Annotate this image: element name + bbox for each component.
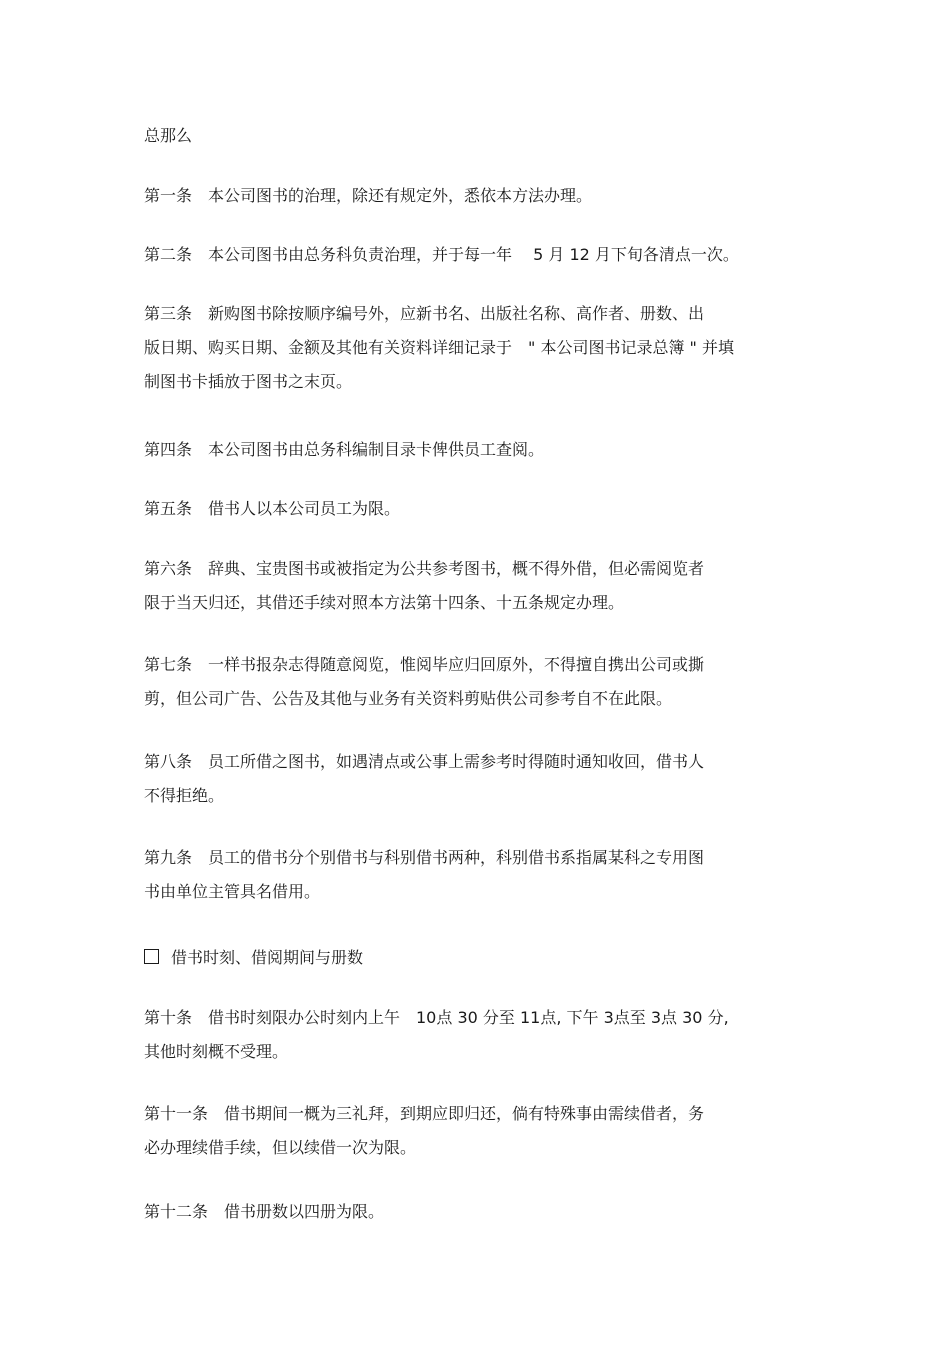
article-10	[144, 1001, 824, 1069]
article-5	[144, 492, 824, 526]
section-heading	[144, 941, 824, 975]
article-line: 第三条 新购图书除按顺序编号外，应新书名、出版社名称、高作者、册数、出	[144, 304, 705, 323]
article-11	[144, 1097, 824, 1165]
article-line: 限于当天归还，其借还手续对照本方法第十四条、十五条规定办理。	[144, 593, 625, 612]
article-7	[144, 648, 824, 716]
article-line: 不得拒绝。	[144, 786, 225, 805]
article-6	[144, 552, 824, 620]
article-line: 第五条 借书人以本公司员工为限。	[144, 499, 401, 518]
article-line: 剪，但公司广告、公告及其他与业务有关资料剪贴供公司参考自不在此限。	[144, 689, 673, 708]
article-line: 第八条 员工所借之图书，如遇清点或公事上需参考时得随时通知收回，借书人	[144, 752, 705, 771]
article-1	[144, 179, 824, 213]
article-line: 第七条 一样书报杂志得随意阅览，惟阅毕应归回原外，不得擅自携出公司或撕	[144, 655, 705, 674]
document-heading	[144, 119, 824, 153]
section-heading-text: 借书时刻、借阅期间与册数	[171, 948, 364, 967]
article-line: 书由单位主管具名借用。	[144, 882, 321, 901]
article-8	[144, 745, 824, 813]
article-line: 制图书卡插放于图书之末页。	[144, 372, 353, 391]
article-line: 版日期、购买日期、金额及其他有关资料详细记录于 " 本公司图书记录总簿 " 并填	[144, 338, 734, 357]
article-4	[144, 433, 824, 467]
article-line: 第十条 借书时刻限办公时刻内上午 10点 30 分至 11点, 下午 3点至 3点 30 分,	[144, 1008, 729, 1027]
article-line: 必办理续借手续，但以续借一次为限。	[144, 1138, 417, 1157]
article-line: 第九条 员工的借书分个别借书与科别借书两种，科别借书系指属某科之专用图	[144, 848, 705, 867]
checkbox-square-icon	[144, 949, 159, 964]
article-line: 第六条 辞典、宝贵图书或被指定为公共参考图书，概不得外借，但必需阅览者	[144, 559, 705, 578]
article-line: 第一条 本公司图书的治理，除还有规定外，悉依本方法办理。	[144, 186, 593, 205]
article-line: 其他时刻概不受理。	[144, 1042, 289, 1061]
article-9	[144, 841, 824, 909]
article-line: 第十二条 借书册数以四册为限。	[144, 1202, 385, 1221]
article-12	[144, 1195, 824, 1229]
article-2	[144, 238, 824, 272]
heading-text: 总那么	[144, 126, 193, 145]
article-line: 第十一条 借书期间一概为三礼拜，到期应即归还，倘有特殊事由需续借者，务	[144, 1104, 705, 1123]
article-3	[144, 297, 824, 399]
article-line: 第四条 本公司图书由总务科编制目录卡俾供员工查阅。	[144, 440, 545, 459]
article-line: 第二条 本公司图书由总务科负责治理，并于每一年 5 月 12 月下旬各清点一次。	[144, 245, 739, 264]
